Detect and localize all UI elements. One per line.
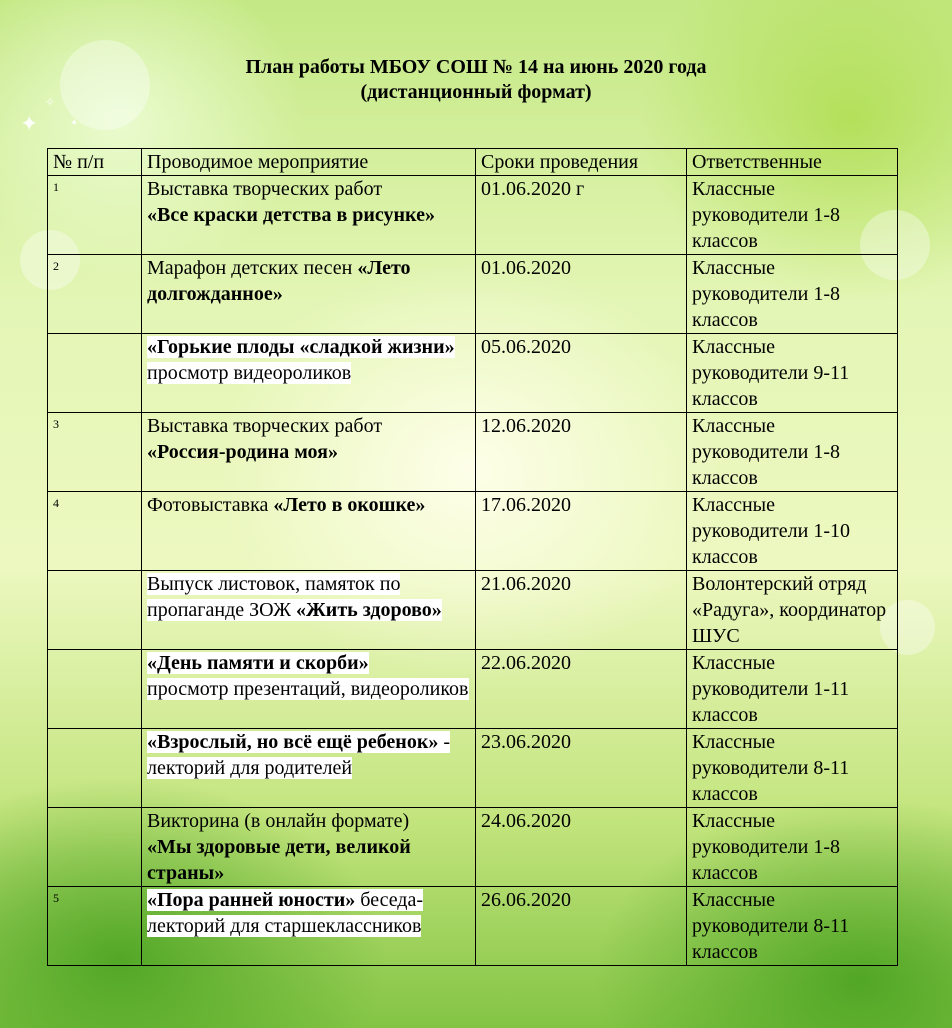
- sparkle-icon: ✦: [70, 118, 79, 129]
- row-event: [142, 887, 476, 966]
- row-num: [48, 571, 142, 650]
- row-date: 21.06.2020: [476, 571, 687, 650]
- event-text: просмотр видеороликов: [147, 362, 352, 384]
- row-date: 01.06.2020 г: [476, 176, 687, 255]
- table-row: [48, 492, 898, 571]
- row-date: 23.06.2020: [476, 729, 687, 808]
- row-num: 2: [48, 255, 142, 334]
- header-event: Проводимое мероприятие: [142, 149, 476, 176]
- row-date: 22.06.2020: [476, 650, 687, 729]
- sparkle-icon: ✦: [20, 112, 39, 137]
- row-responsible: Классные руководители 1-8 классов: [687, 176, 898, 255]
- row-num: 1: [48, 176, 142, 255]
- event-text: Марафон детских песен: [147, 257, 358, 279]
- row-num: 3: [48, 413, 142, 492]
- event-text: Фотовыставка: [147, 494, 274, 516]
- row-event: [142, 176, 476, 255]
- row-event: [142, 571, 476, 650]
- row-date: 12.06.2020: [476, 413, 687, 492]
- row-responsible: Классные руководители 1-10 классов: [687, 492, 898, 571]
- row-responsible: Классные руководители 1-8 классов: [687, 255, 898, 334]
- row-responsible: Классные руководители 1-11 классов: [687, 650, 898, 729]
- sparkle-icon: ✧: [45, 95, 56, 109]
- event-text: Викторина (в онлайн формате): [147, 810, 410, 832]
- row-responsible: Классные руководители 1-8 классов: [687, 808, 898, 887]
- row-responsible: Классные руководители 1-8 классов: [687, 413, 898, 492]
- row-num: 5: [48, 887, 142, 966]
- row-event: [142, 413, 476, 492]
- table-row: [48, 808, 898, 887]
- event-title: «Все краски детства в рисунке»: [147, 204, 435, 226]
- row-num: [48, 808, 142, 887]
- event-title: «Жить здорово»: [296, 599, 442, 621]
- page-subtitle: (дистанционный формат): [360, 81, 592, 103]
- table-row: [48, 729, 898, 808]
- table-header-row: [48, 149, 898, 176]
- row-num: [48, 729, 142, 808]
- table-row: [48, 887, 898, 966]
- row-date: 05.06.2020: [476, 334, 687, 413]
- table-row: [48, 650, 898, 729]
- event-text: - лекторий для родителей: [147, 731, 451, 779]
- event-title: «День памяти и скорби»: [147, 652, 369, 674]
- row-date: 24.06.2020: [476, 808, 687, 887]
- event-text: Выпуск листовок, памяток по пропаганде ЗОЖ: [147, 573, 401, 621]
- event-title: «Россия-родина моя»: [147, 441, 338, 463]
- row-event: [142, 729, 476, 808]
- event-title: «Пора ранней юности»: [147, 889, 356, 911]
- header-dates: Сроки проведения: [476, 149, 687, 176]
- table-row: [48, 334, 898, 413]
- row-responsible: Классные руководители 8-11 классов: [687, 729, 898, 808]
- row-event: [142, 650, 476, 729]
- table-row: [48, 176, 898, 255]
- work-plan-table: [47, 148, 898, 966]
- event-title: «Горькие плоды «сладкой жизни»: [147, 336, 455, 358]
- row-responsible: Классные руководители 9-11 классов: [687, 334, 898, 413]
- page-title: План работы МБОУ СОШ № 14 на июнь 2020 года: [245, 56, 707, 78]
- row-event: [142, 492, 476, 571]
- event-text: просмотр презентаций, видеороликов: [147, 678, 469, 700]
- event-title: «Мы здоровые дети, великой страны»: [147, 836, 411, 884]
- row-responsible: Волонтерский отряд «Радуга», координатор ШУС: [687, 571, 898, 650]
- row-responsible: Классные руководители 8-11 классов: [687, 887, 898, 966]
- event-text: беседа-лекторий для старшеклассников: [147, 889, 424, 937]
- row-date: 17.06.2020: [476, 492, 687, 571]
- row-num: [48, 650, 142, 729]
- row-num: [48, 334, 142, 413]
- event-title: «Взрослый, но всё ещё ребенок»: [147, 731, 439, 753]
- row-event: [142, 255, 476, 334]
- header-responsible: Ответственные: [687, 149, 898, 176]
- event-title: «Лето долгожданное»: [147, 257, 411, 305]
- row-event: [142, 808, 476, 887]
- event-text: Выставка творческих работ: [147, 178, 383, 200]
- table-row: [48, 413, 898, 492]
- row-date: 26.06.2020: [476, 887, 687, 966]
- row-event: [142, 334, 476, 413]
- row-num: 4: [48, 492, 142, 571]
- event-text: Выставка творческих работ: [147, 415, 383, 437]
- table-row: [48, 255, 898, 334]
- table-row: [48, 571, 898, 650]
- event-title: «Лето в окошке»: [273, 494, 426, 516]
- header-num: № п/п: [48, 149, 142, 176]
- row-date: 01.06.2020: [476, 255, 687, 334]
